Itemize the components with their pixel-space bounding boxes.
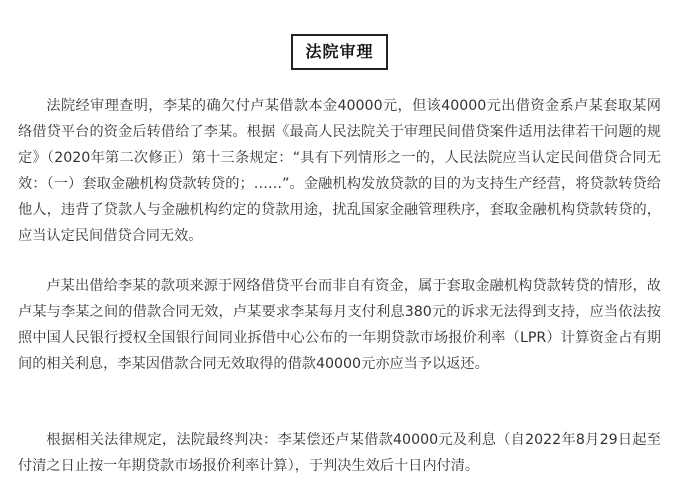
title-container (0, 34, 679, 70)
section-title: 法院审理 (291, 34, 387, 70)
paragraph-analysis: 卢某出借给李某的款项来源于网络借贷平台而非自有资金，属于套取金融机构贷款转贷的情形，故卢某与李某之间的借款合同无效，卢某要求李某每月支付利息380元的诉求无法得到支持，应当依法按照中国人民银行授权全国银行间同业拆借中心公布的一年期贷款市场报价利率（LPR）计算资金占有期间的相关利息，李某因借款合同无效取得的借款40000元亦应当予以返还。 (18, 278, 661, 372)
paragraph-findings: 法院经审理查明，李某的确欠付卢某借款本金40000元，但该40000元出借资金系卢某套取某网络借贷平台的资金后转借给了李某。根据《最高人民法院关于审理民间借贷案件适用法律若干问题的规定》（2020年第二次修正）第十三条规定：“具有下列情形之一的，人民法院应当认定民间借贷合同无效：（一）套取金融机构贷款转贷的；……”。金融机构发放贷款的目的为支持生产经营，将贷款转贷给他人，违背了贷款人与金融机构约定的贷款用途，扰乱国家金融管理秩序，套取金融机构贷款转贷的，应当认定民间借贷合同无效。 (18, 98, 661, 244)
paragraph-judgment: 根据相关法律规定，法院最终判决：李某偿还卢某借款40000元及利息（自2022年8月29日起至付清之日止按一年期贷款市场报价利率计算），于判决生效后十日内付清。 (18, 432, 661, 474)
